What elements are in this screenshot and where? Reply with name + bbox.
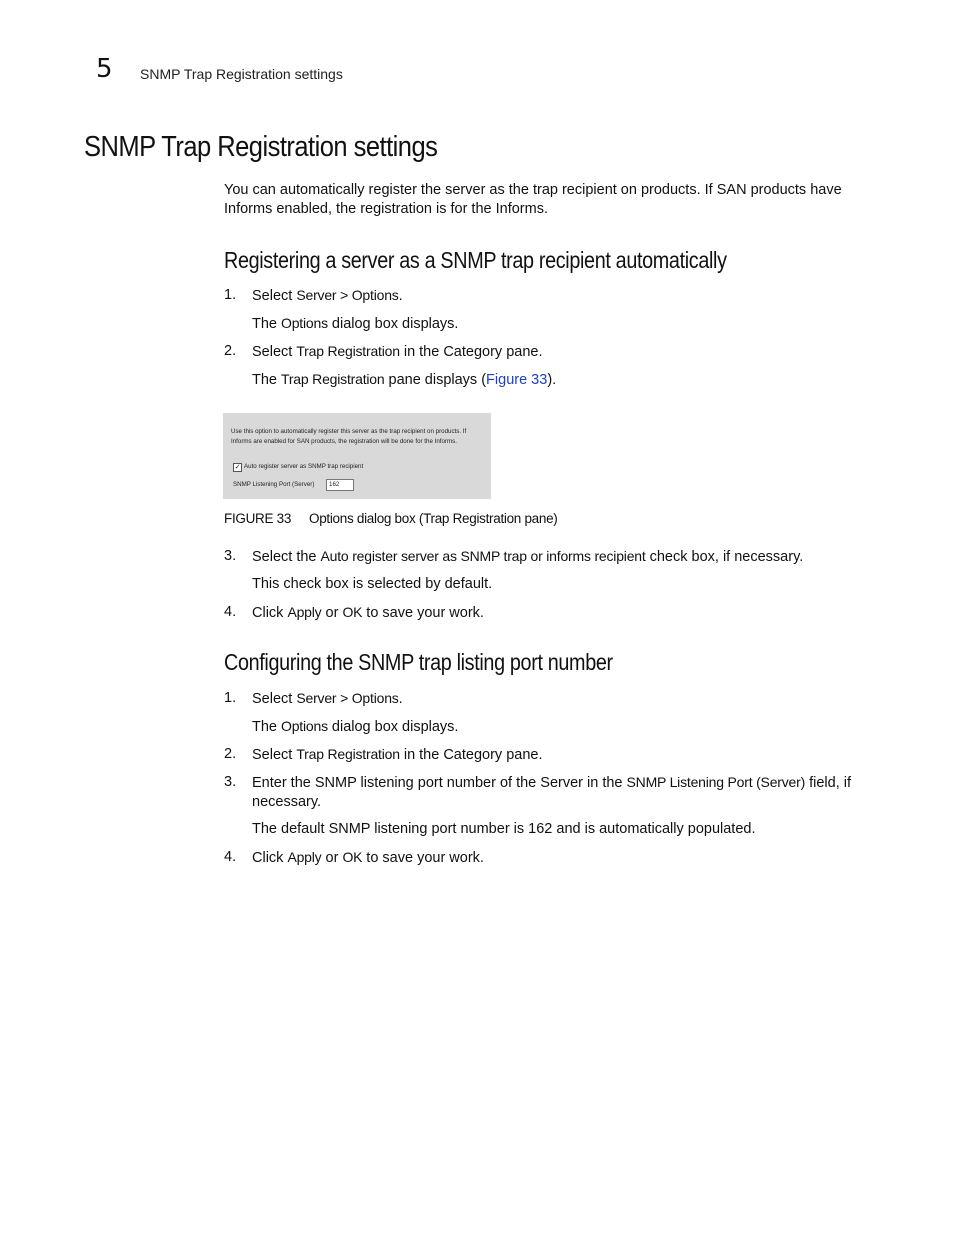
running-header: SNMP Trap Registration settings (140, 66, 343, 82)
figure-screenshot (223, 413, 491, 499)
figure-link[interactable]: Figure 33 (486, 372, 548, 388)
ui-label: OK (342, 849, 363, 865)
step-text: Select Server > Options. (252, 690, 403, 707)
step-text: Click Apply or OK to save your work. (252, 849, 484, 866)
figure-title: Options dialog box (Trap Registration pane) (309, 511, 558, 526)
ui-label: Auto register server as SNMP trap or informs recipient (320, 548, 646, 564)
auto-register-checkbox[interactable]: ✓ (234, 464, 241, 471)
step-number: 3. (224, 774, 237, 790)
step-text: Click Apply or OK to save your work. (252, 604, 484, 621)
step-note: The Options dialog box displays. (252, 315, 459, 332)
step-number: 1. (224, 287, 237, 303)
ui-label: Options (281, 718, 328, 734)
step-number: 2. (224, 746, 237, 762)
step-text: Select Trap Registration in the Category pane. (252, 343, 543, 360)
step-number: 3. (224, 548, 237, 564)
step-text: Select the Auto register server as SNMP trap or informs recipient check box, if necessary. (252, 548, 804, 565)
step-number: 4. (224, 604, 237, 620)
ui-label: Apply (287, 604, 322, 620)
port-label: SNMP Listening Port (Server) (233, 481, 315, 488)
port-input[interactable]: 162 (326, 479, 354, 491)
ui-label: Apply (287, 849, 322, 865)
ui-label: Trap Registration (296, 746, 400, 762)
step-note: The Trap Registration pane displays (Figure 33). (252, 371, 557, 388)
subsection-title-port: Configuring the SNMP trap listing port number (224, 649, 613, 675)
step-number: 1. (224, 690, 237, 706)
step-text: Enter the SNMP listening port number of the Server in the SNMP Listening Port (Server) field, if necessary. (252, 774, 851, 810)
figure-label: FIGURE 33 (224, 511, 292, 526)
step-number: 2. (224, 343, 237, 359)
ui-label: SNMP Listening Port (Server) (626, 774, 806, 790)
page-title: SNMP Trap Registration settings (84, 131, 438, 163)
intro-paragraph: You can automatically register the server as the trap recipient on products. If SAN products have Informs enabled, the registration is for the Informs. (224, 182, 842, 217)
ui-label: Trap Registration (281, 371, 385, 387)
figure-caption (224, 511, 558, 526)
step-number: 4. (224, 849, 237, 865)
ui-label: Server > Options (296, 287, 399, 303)
step-note: This check box is selected by default. (252, 576, 493, 592)
step-note: The Options dialog box displays. (252, 718, 459, 735)
subsection-title-register: Registering a server as a SNMP trap recipient automatically (224, 247, 727, 273)
step-text: Select Trap Registration in the Category pane. (252, 746, 543, 763)
ui-label: Options (281, 315, 328, 331)
step-text: Select Server > Options. (252, 287, 403, 304)
ui-label: OK (342, 604, 363, 620)
figure-description: Use this option to automatically register this server as the trap recipient on products. If Informs are enabled for SAN products, the registration will be done for the Informs. (231, 428, 467, 445)
chapter-number: 5 (96, 54, 113, 84)
step-note: The default SNMP listening port number is 162 and is automatically populated. (252, 821, 756, 837)
checkbox-label: Auto register server as SNMP trap recipient (244, 463, 364, 470)
ui-label: Trap Registration (296, 343, 400, 359)
ui-label: Server > Options (296, 690, 399, 706)
